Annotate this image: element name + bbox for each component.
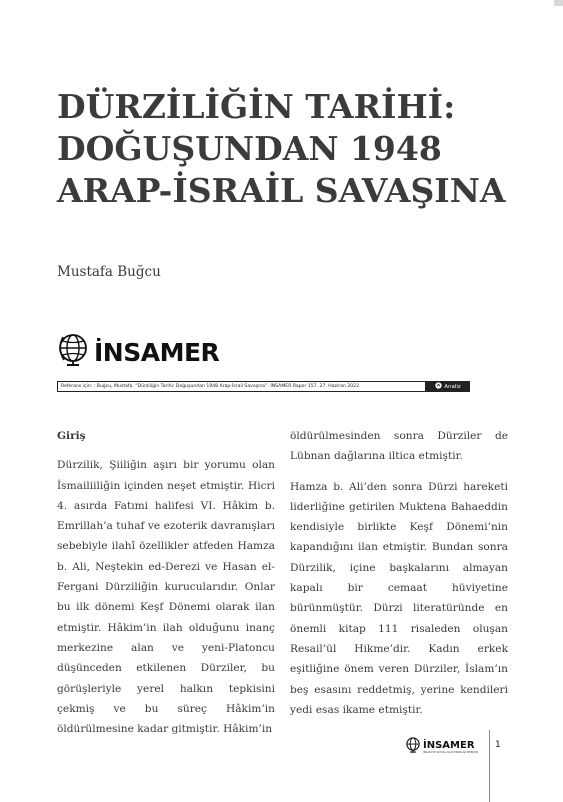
footer-brand: İNSAMER xyxy=(423,740,475,751)
title-line-2: DOĞUŞUNDAN 1948 xyxy=(57,129,442,168)
title-line-1: DÜRZİLİĞİN TARİHİ: xyxy=(57,87,456,126)
globe-icon xyxy=(56,333,90,371)
reference-text: Referans için: : Buğcu, Mustafa. “Dürziliğin Tarihi: Doğuşundan 1948 Arap-İsrail Savaşına”. İNSAMER Rapor 157. 27. Haziran 2022. xyxy=(57,381,426,392)
left-column xyxy=(57,426,275,739)
analysis-icon xyxy=(435,382,442,391)
right-column xyxy=(290,426,508,720)
footer-globe-icon xyxy=(405,737,421,757)
title-line-3: ARAP-İSRAİL SAVAŞINA xyxy=(57,171,506,210)
logo-brand: İNSAMER xyxy=(94,337,220,367)
footer-divider xyxy=(489,730,490,802)
reference-bar xyxy=(57,381,470,392)
section-heading: Giriş xyxy=(57,430,86,442)
page-number: 1 xyxy=(495,740,501,750)
right-paragraph-1: öldürülmesinden sonra Dürziler de Lübnan dağlarına iltica etmiştir. xyxy=(290,430,508,463)
footer-subtitle: İNSANİ VE SOSYAL ARAŞTIRMALAR MERKEZİ xyxy=(423,751,479,754)
footer-logo xyxy=(405,737,478,757)
analysis-tag xyxy=(426,381,470,392)
analysis-label: Analiz xyxy=(444,383,461,390)
report-title xyxy=(57,86,527,212)
page-corner xyxy=(554,0,563,6)
author-name: Mustafa Buğcu xyxy=(57,264,161,280)
left-paragraph: Dürzilik, Şiiliğin aşırı bir yorumu olan İsmailiiliğin içinden neşet etmiştir. Hicri 4. asırda Fatımi halifesi VI. Hâkim b. Emrillah’a tuhaf ve ezoterik davranışları sebebiyle ilahî özellikler atfeden Hamza b. Ali, Neştekin ed-Derezi ve Hasan el-Fergani Dürziliğin kurucularıdır. Onlar bu ilk dönemi Keşf Dönemi olarak ilan etmiştir. Hâkim’in ilah olduğunu inanç merkezine alan ve yeni-Platoncu düşünceden etkilenen Dürziler, bu görüşleriyle yerel halkın tepkisini çekmiş ve bu süreç Hâkim’in öldürülmesine kadar gitmiştir. Hâkim’in xyxy=(57,459,275,736)
insamer-logo xyxy=(56,332,219,372)
right-paragraph-2: Hamza b. Ali’den sonra Dürzi hareketi liderliğine getirilen Muktena Bahaeddin kendisiyle birlikte Keşf Dönemi’nin kapandığını ilan etmiştir. Bundan sonra Dürzilik, içine başkalarını almayan kapalı bir cemaat hüviyetine bürünmüştür. Dürzi literatüründe en önemli kitap 111 risaleden oluşan Resail’ül Hikme’dir. Kadın erkek eşitliğine önem veren Dürziler, İslam’ın beş esasını reddetmiş, yerine kendileri yedi esas ikame etmiştir. xyxy=(290,480,508,716)
